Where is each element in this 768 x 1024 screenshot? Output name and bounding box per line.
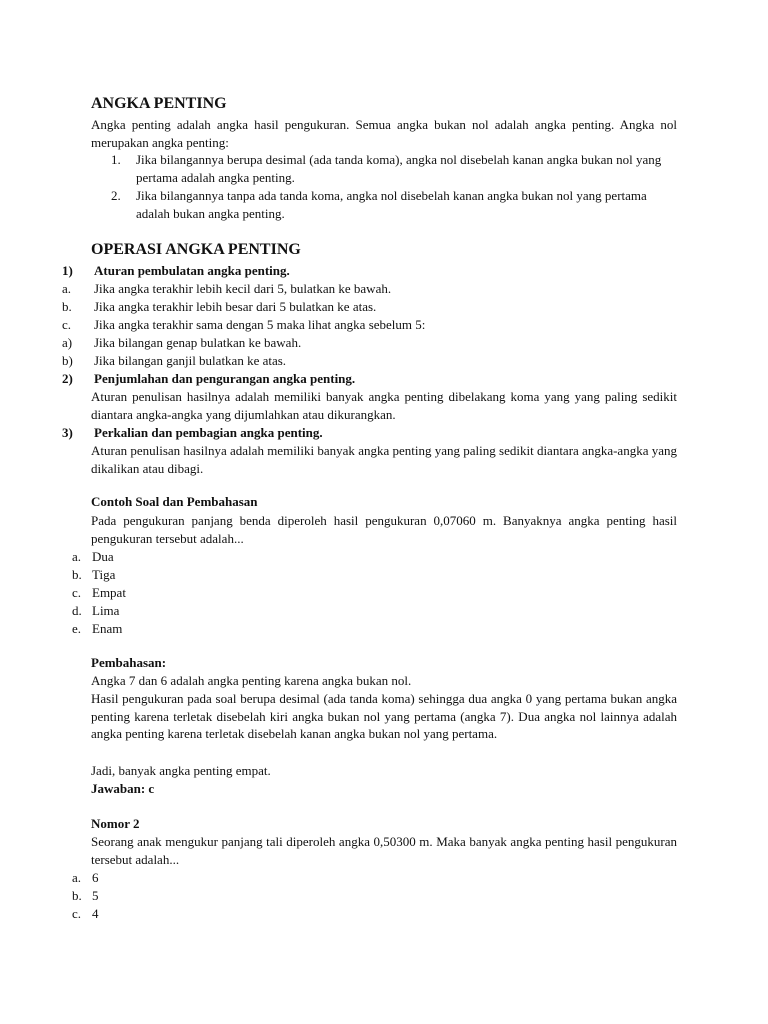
- operasi-row: [0, 334, 700, 352]
- answer-option: [0, 869, 700, 887]
- option-marker: d.: [72, 603, 82, 618]
- operasi-row: [0, 298, 700, 316]
- answer-option: [0, 566, 700, 584]
- answer-option: [0, 905, 700, 923]
- option-text: Tiga: [92, 567, 116, 582]
- list-text: Jika bilangan genap bulatkan ke bawah.: [94, 335, 302, 350]
- rule-text: Jika bilangannya tanpa ada tanda koma, angka nol disebelah kanan angka bukan nol yang pertama adalah bukan angka penting.: [136, 188, 647, 221]
- penjumlahan-paragraph: Aturan penulisan hasilnya adalah memiliki banyak angka penting dibelakang koma yang yang paling sedikit diantara angka-angka yang dijumlahkan atau dikurangkan.: [91, 389, 677, 422]
- list-marker: c.: [62, 317, 72, 332]
- pembahasan-conclusion: Jadi, banyak angka penting empat.: [91, 763, 271, 778]
- answer-option: [0, 548, 700, 566]
- operasi-heading-row: [0, 262, 700, 280]
- list-marker: b): [62, 353, 73, 368]
- pembahasan-paragraph: Hasil pengukuran pada soal berupa desimal (ada tanda koma) sehingga dua angka 0 yang pertama bukan angka penting karena terletak disebelah kiri angka bukan nol yang pertama (angka 7). Dua angka nol lainnya adalah angka penting karena terletak disebelah kanan angka bukan nol yang pertama.: [91, 691, 677, 742]
- option-text: 5: [92, 888, 99, 903]
- list-marker: a.: [62, 281, 72, 296]
- perkalian-paragraph: Aturan penulisan hasilnya adalah memiliki banyak angka penting yang paling sedikit diantara angka-angka yang dikalikan atau dibagi.: [91, 443, 677, 476]
- answer-key: Jawaban: c: [91, 781, 155, 796]
- list-text: Jika angka terakhir lebih kecil dari 5, bulatkan ke bawah.: [94, 281, 392, 296]
- list-marker: a): [62, 335, 73, 350]
- option-marker: b.: [72, 567, 82, 582]
- section-title-operasi: OPERASI ANGKA PENTING: [91, 241, 301, 258]
- option-marker: c.: [72, 585, 82, 600]
- operasi-row: [0, 280, 700, 298]
- option-text: Enam: [92, 621, 123, 636]
- option-marker: a.: [72, 870, 82, 885]
- rule-text: Jika bilangannya berupa desimal (ada tanda koma), angka nol disebelah kanan angka bukan nol yang pertama adalah angka penting.: [136, 152, 662, 185]
- pembahasan-line: Angka 7 dan 6 adalah angka penting karena angka bukan nol.: [91, 673, 412, 688]
- list-text: Jika angka terakhir sama dengan 5 maka lihat angka sebelum 5:: [94, 317, 426, 332]
- contoh-question: Pada pengukuran panjang benda diperoleh hasil pengukuran 0,07060 m. Banyaknya angka penting hasil pengukuran tersebut adalah...: [91, 513, 677, 546]
- list-text: Jika angka terakhir lebih besar dari 5 bulatkan ke atas.: [94, 299, 377, 314]
- list-text: Penjumlahan dan pengurangan angka penting.: [94, 371, 356, 386]
- option-marker: b.: [72, 888, 82, 903]
- answer-option: [0, 602, 700, 620]
- operasi-row: [0, 352, 700, 370]
- list-marker: 2): [62, 371, 73, 386]
- option-text: 4: [92, 906, 99, 921]
- list-text: Jika bilangan ganjil bulatkan ke atas.: [94, 353, 287, 368]
- answer-option: [0, 620, 700, 638]
- option-marker: c.: [72, 906, 82, 921]
- option-marker: e.: [72, 621, 82, 636]
- option-marker: a.: [72, 549, 82, 564]
- nomor2-question: Seorang anak mengukur panjang tali diperoleh angka 0,50300 m. Maka banyak angka penting hasil pengukuran tersebut adalah...: [91, 834, 677, 867]
- operasi-heading-row: [0, 370, 700, 388]
- rule-number: 2.: [111, 188, 121, 203]
- list-marker: 1): [62, 263, 73, 278]
- option-text: Empat: [92, 585, 126, 600]
- answer-option: [0, 584, 700, 602]
- option-text: Dua: [92, 549, 114, 564]
- rule-number: 1.: [111, 152, 121, 167]
- angka-penting-intro: Angka penting adalah angka hasil pengukuran. Semua angka bukan nol adalah angka penting. Angka nol merupakan angka penting:: [91, 117, 677, 150]
- list-text: Perkalian dan pembagian angka penting.: [94, 425, 323, 440]
- operasi-heading-row: [0, 424, 700, 442]
- contoh-title: Contoh Soal dan Pembahasan: [91, 494, 258, 509]
- pembahasan-title: Pembahasan:: [91, 655, 167, 670]
- nomor2-title: Nomor 2: [91, 816, 140, 831]
- list-marker: 3): [62, 425, 73, 440]
- operasi-row: [0, 316, 700, 334]
- list-text: Aturan pembulatan angka penting.: [94, 263, 290, 278]
- section-title-angka-penting: ANGKA PENTING: [91, 95, 227, 112]
- list-marker: b.: [62, 299, 72, 314]
- option-text: 6: [92, 870, 99, 885]
- option-text: Lima: [92, 603, 120, 618]
- answer-option: [0, 887, 700, 905]
